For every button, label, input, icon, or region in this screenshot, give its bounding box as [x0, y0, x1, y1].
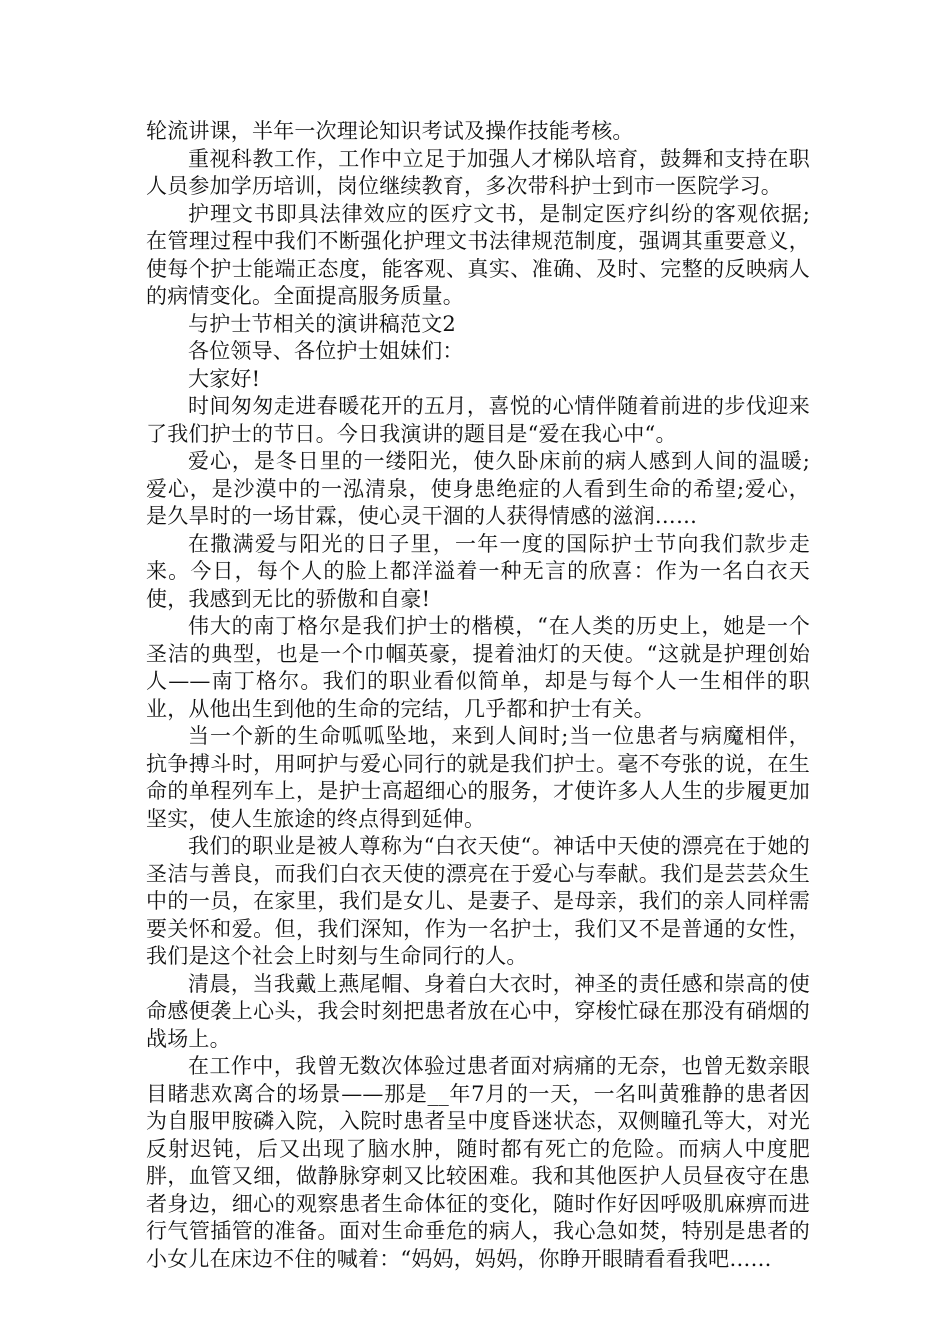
section-heading: 与护士节相关的演讲稿范文2 — [188, 311, 456, 336]
paragraph: 时间匆匆走进春暖花开的五月，喜悦的心情伴随着前进的步伐迎来了我们护士的节日。今日我演讲的题目是“爱在我心中“。 — [146, 394, 810, 446]
paragraph: 爱心，是冬日里的一缕阳光，使久卧床前的病人感到人间的温暖;爱心，是沙漠中的一泓清泉，使身患绝症的人看到生命的希望;爱心，是久旱时的一场甘霖，使心灵干涸的人获得情感的滋润…… — [146, 449, 810, 528]
paragraph: 护理文书即具法律效应的医疗文书，是制定医疗纠纷的客观依据;在管理过程中我们不断强化护理文书法律规范制度，强调其重要意义，使每个护士能端正态度，能客观、真实、准确、及时、完整的反映病人的病情变化。全面提高服务质量。 — [146, 201, 810, 308]
paragraph: 我们的职业是被人尊称为“白衣天使“。神话中天使的漂亮在于她的圣洁与善良，而我们白衣天使的漂亮在于爱心与奉献。我们是芸芸众生中的一员，在家里，我们是女儿、是妻子、是母亲，我们的亲人同样需要关怀和爱。但，我们深知，作为一名护士，我们又不是普通的女性，我们是这个社会上时刻与生命同行的人。 — [146, 834, 810, 968]
paragraph: 在工作中，我曾无数次体验过患者面对病痛的无奈，也曾无数亲眼目睹悲欢离合的场景——那是__年7月的一天，一名叫黄雅静的患者因为自服甲胺磷入院，入院时患者呈中度昏迷状态，双侧瞳孔等大，对光反射迟钝，后又出现了脑水肿，随时都有死亡的危险。而病人中度肥胖，血管又细，做静脉穿刺又比较困难。我和其他医护人员昼夜守在患者身边，细心的观察患者生命体征的变化，随时作好因呼吸肌麻痹而进行气管插管的准备。面对生命垂危的病人，我心急如焚，特别是患者的小女儿在床边不住的喊着：“妈妈，妈妈，你睁开眼睛看看我吧…… — [146, 1054, 810, 1271]
document-body — [146, 118, 810, 1273]
paragraph: 重视科教工作，工作中立足于加强人才梯队培育，鼓舞和支持在职人员参加学历培训，岗位继续教育，多次带科护士到市一医院学习。 — [146, 146, 810, 198]
greeting: 大家好! — [188, 366, 261, 391]
paragraph: 在撒满爱与阳光的日子里，一年一度的国际护士节向我们款步走来。今日，每个人的脸上都洋溢着一种无言的欣喜：作为一名白衣天使，我感到无比的骄傲和自豪! — [146, 531, 810, 611]
paragraph: 清晨，当我戴上燕尾帽、身着白大衣时，神圣的责任感和崇高的使命感便袭上心头，我会时刻把患者放在心中，穿梭忙碌在那没有硝烟的战场上。 — [146, 971, 810, 1051]
paragraph: 当一个新的生命呱呱坠地，来到人间时;当一位患者与病魔相伴，抗争搏斗时，用呵护与爱心同行的就是我们护士。毫不夸张的说，在生命的单程列车上，是护士高超细心的服务，才使许多人人生的步履更加坚实，使人生旅途的终点得到延伸。 — [146, 724, 810, 831]
paragraph: 伟大的南丁格尔是我们护士的楷模，“在人类的历史上，她是一个圣洁的典型，也是一个巾帼英豪，提着油灯的天使。“这就是护理创始人——南丁格尔。我们的职业看似简单，却是与每个人一生相伴的职业，从他出生到他的生命的完结，几乎都和护士有关。 — [146, 614, 810, 721]
paragraph: 轮流讲课，半年一次理论知识考试及操作技能考核。 — [146, 119, 634, 143]
salutation: 各位领导、各位护士姐妹们： — [188, 339, 464, 363]
